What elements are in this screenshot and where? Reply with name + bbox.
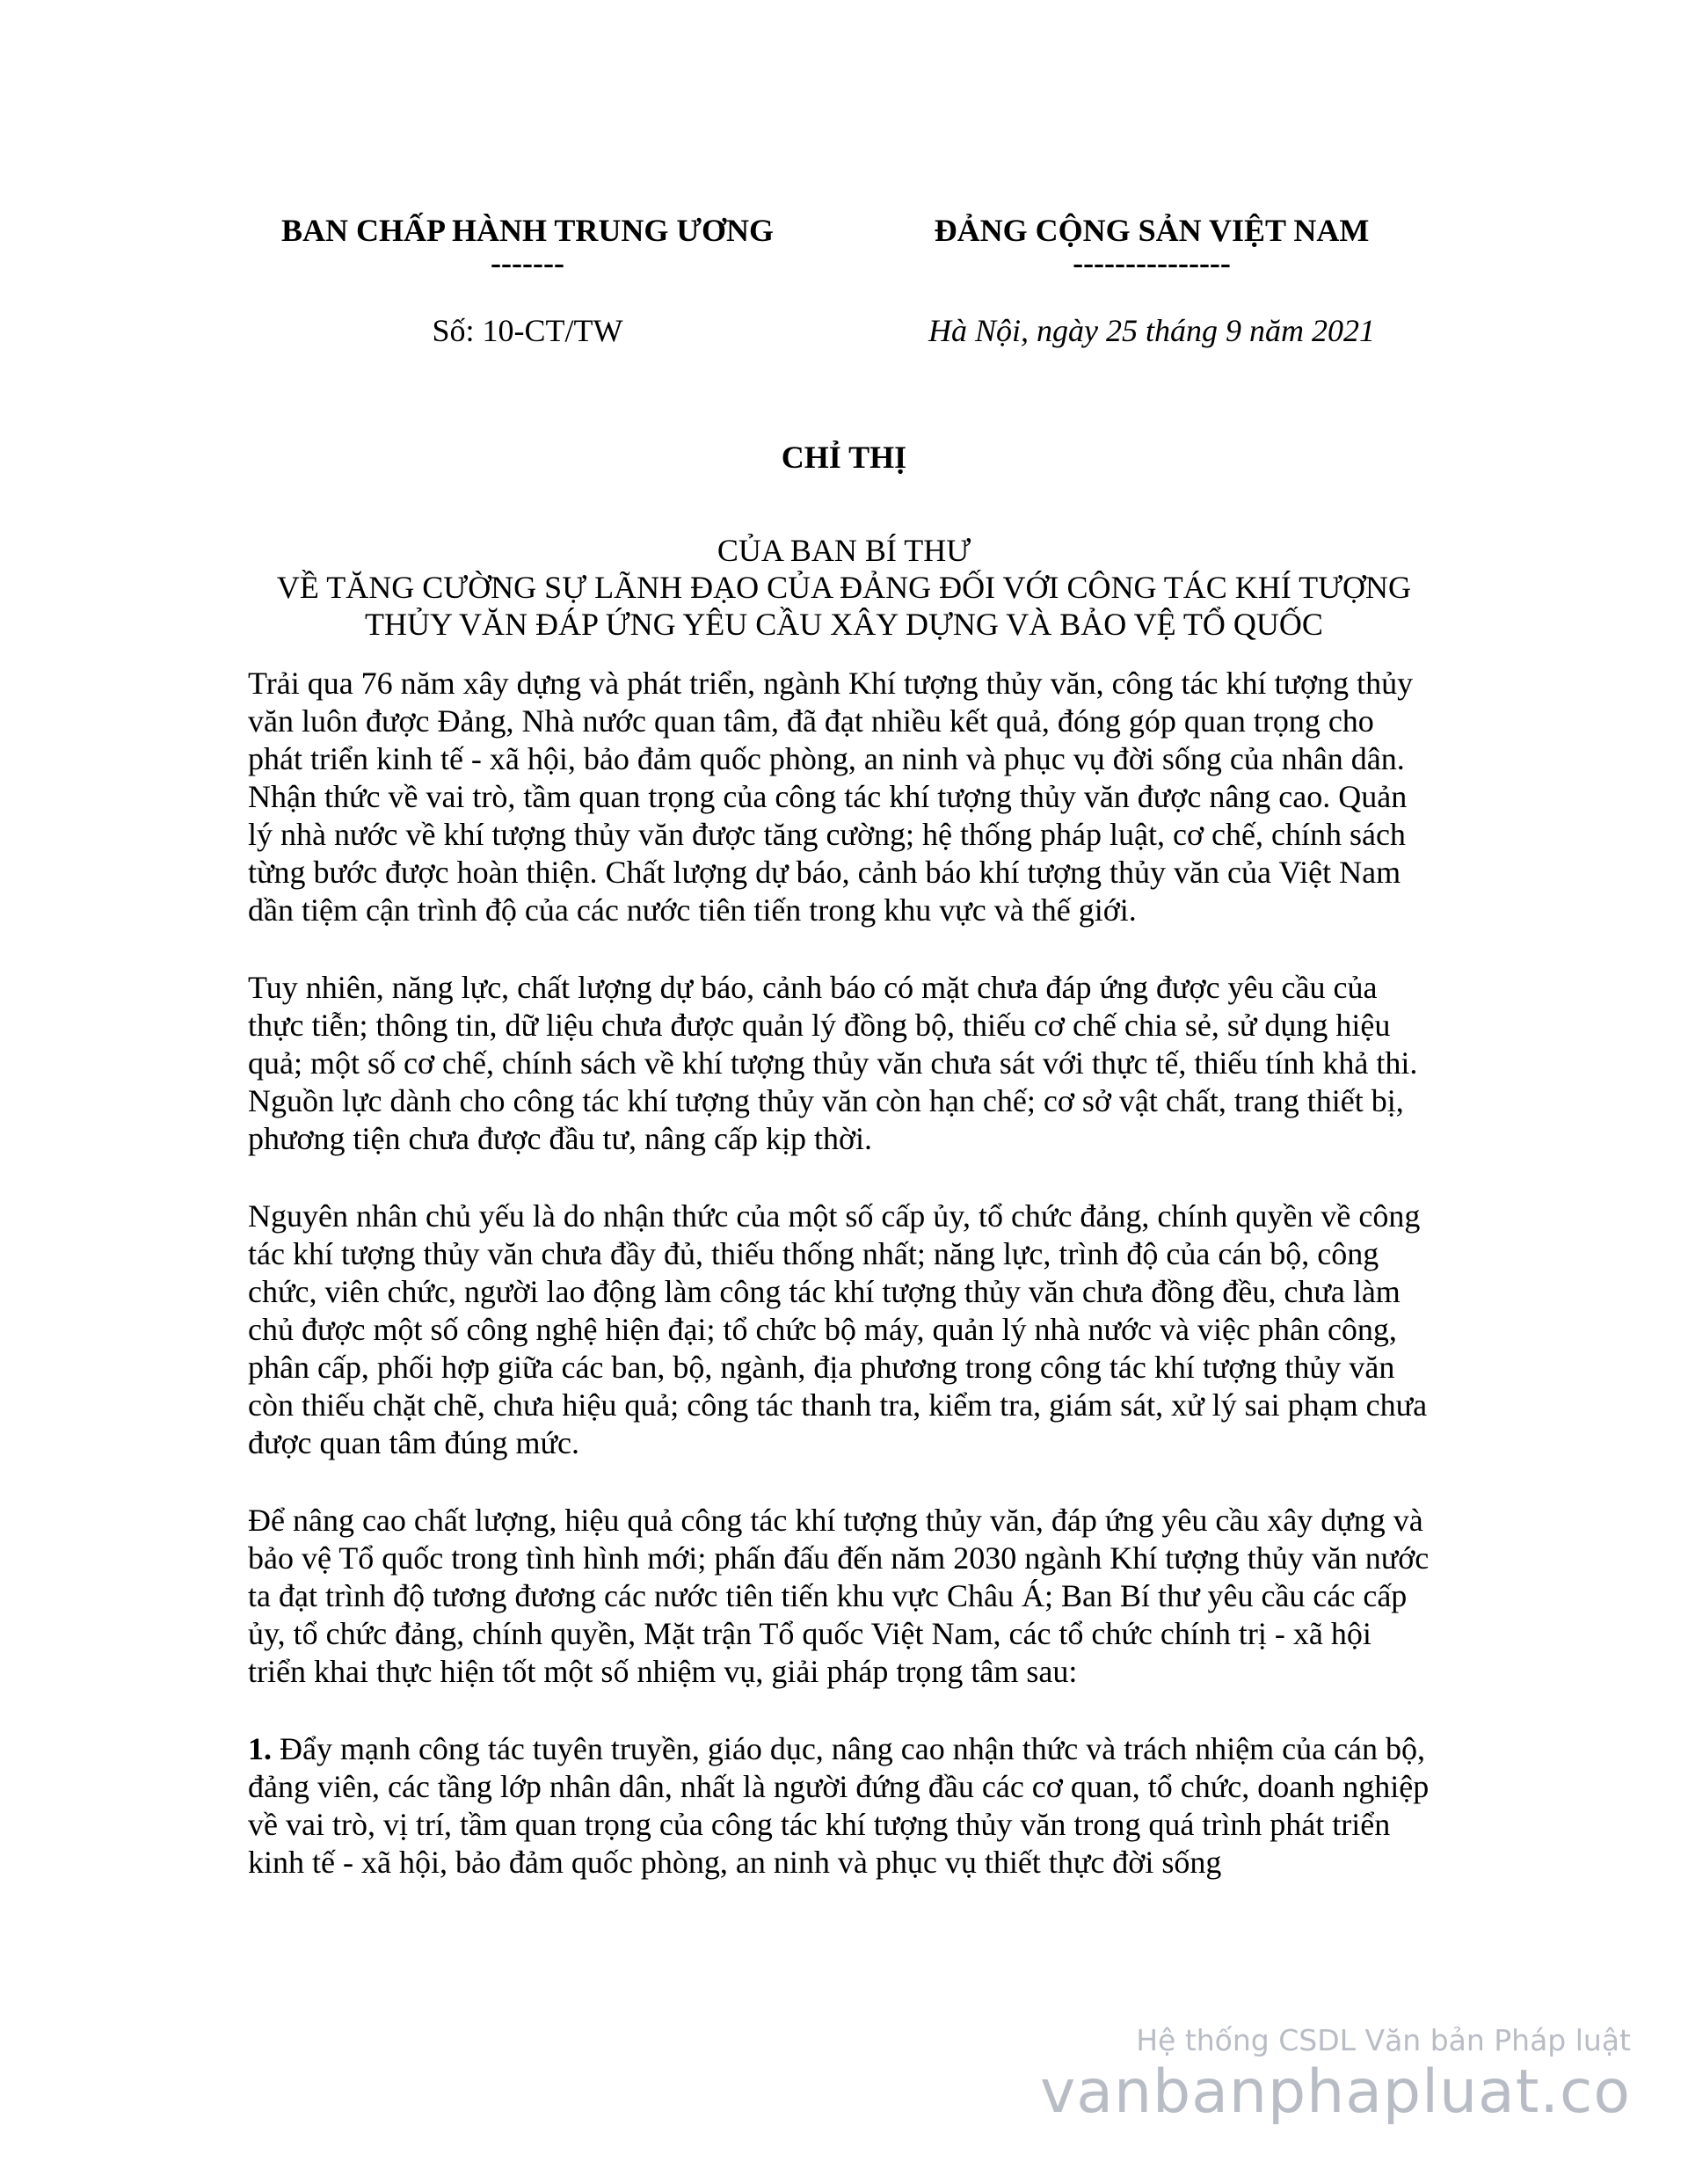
header-left-separator: -------: [491, 245, 564, 280]
issuing-body: BAN CHẤP HÀNH TRUNG ƯƠNG: [280, 213, 775, 248]
item-number: 1.: [248, 1731, 272, 1766]
header-right: [870, 211, 1433, 350]
issue-date: Hà Nội, ngày 25 tháng 9 năm 2021: [928, 313, 1375, 348]
subtitle-line: CỦA BAN BÍ THƯ: [717, 533, 971, 568]
body-paragraph: Để nâng cao chất lượng, hiệu quả công tác khí tượng thủy văn, đáp ứng yêu cầu xây dựng và bảo vệ Tổ quốc trong tình hình mới; phấn đấu đến năm 2030 ngành Khí tượng thủy văn nước ta đạt trình độ tương đương các nước tiên tiến khu vực Châu Á; Ban Bí thư yêu cầu các cấp ủy, tổ chức đảng, chính quyền, Mặt trận Tổ quốc Việt Nam, các tổ chức chính trị - xã hội triển khai thực hiện tốt một số nhiệm vụ, giải pháp trọng tâm sau:: [248, 1503, 1430, 1689]
subtitle-line: VỀ TĂNG CƯỜNG SỰ LÃNH ĐẠO CỦA ĐẢNG ĐỐI VỚI CÔNG TÁC KHÍ TƯỢNG: [276, 570, 1412, 605]
body-paragraph: Tuy nhiên, năng lực, chất lượng dự báo, cảnh báo có mặt chưa đáp ứng được yêu cầu của thực tiễn; thông tin, dữ liệu chưa được quản lý đồng bộ, thiếu cơ chế chia sẻ, sử dụng hiệu quả; một số cơ chế, chính sách về khí tượng thủy văn chưa sát với thực tế, thiếu tính khả thi. Nguồn lực dành cho công tác khí tượng thủy văn còn hạn chế; cơ sở vật chất, trang thiết bị, phương tiện chưa được đầu tư, nâng cấp kịp thời.: [248, 970, 1418, 1156]
subtitle-line: THỦY VĂN ĐÁP ỨNG YÊU CẦU XÂY DỰNG VÀ BẢO VỆ TỔ QUỐC: [365, 607, 1323, 642]
watermark-caption: Hệ thống CSDL Văn bản Pháp luật: [1136, 2023, 1631, 2057]
document-title-block: [202, 435, 1486, 643]
document-type: CHỈ THỊ: [781, 440, 907, 475]
body-paragraph: Nguyên nhân chủ yếu là do nhận thức của một số cấp ủy, tổ chức đảng, chính quyền về công tác khí tượng thủy văn chưa đầy đủ, thiếu thống nhất; năng lực, trình độ của cán bộ, công chức, viên chức, người lao động làm công tác khí tượng thủy văn chưa đồng đều, chưa làm chủ được một số công nghệ hiện đại; tổ chức bộ máy, quản lý nhà nước và việc phân công, phân cấp, phối hợp giữa các ban, bộ, ngành, địa phương trong công tác khí tượng thủy văn còn thiếu chặt chẽ, chưa hiệu quả; công tác thanh tra, kiểm tra, giám sát, xử lý sai phạm chưa được quan tâm đúng mức.: [248, 1198, 1428, 1460]
watermark-domain: vanbanphapluat.co: [1040, 2057, 1631, 2127]
party-name: ĐẢNG CỘNG SẢN VIỆT NAM: [934, 213, 1370, 248]
numbered-item-1: [248, 1730, 1435, 1882]
watermark: [1040, 2022, 1631, 2126]
header-left: [237, 211, 818, 350]
document-number: Số: 10-CT/TW: [432, 313, 623, 348]
body-paragraph: Trải qua 76 năm xây dựng và phát triển, ngành Khí tượng thủy văn, công tác khí tượng thủy văn luôn được Đảng, Nhà nước quan tâm, đã đạt nhiều kết quả, đóng góp quan trọng cho phát triển kinh tế - xã hội, bảo đảm quốc phòng, an ninh và phục vụ đời sống của nhân dân. Nhận thức về vai trò, tầm quan trọng của công tác khí tượng thủy văn được nâng cao. Quản lý nhà nước về khí tượng thủy văn được tăng cường; hệ thống pháp luật, cơ chế, chính sách từng bước được hoàn thiện. Chất lượng dự báo, cảnh báo khí tượng thủy văn của Việt Nam dần tiệm cận trình độ của các nước tiên tiến trong khu vực và thế giới.: [248, 666, 1414, 928]
header-right-separator: ---------------: [1073, 245, 1231, 280]
item-text: Đẩy mạnh công tác tuyên truyền, giáo dục, nâng cao nhận thức và trách nhiệm của cán bộ, đảng viên, các tầng lớp nhân dân, nhất là người đứng đầu các cơ quan, tổ chức, doanh nghiệp về vai trò, vị trí, tầm quan trọng của công tác khí tượng thủy văn trong quá trình phát triển kinh tế - xã hội, bảo đảm quốc phòng, an ninh và phục vụ thiết thực đời sống: [248, 1731, 1430, 1880]
document-body: [248, 665, 1435, 1921]
document-subtitle: [202, 532, 1486, 643]
